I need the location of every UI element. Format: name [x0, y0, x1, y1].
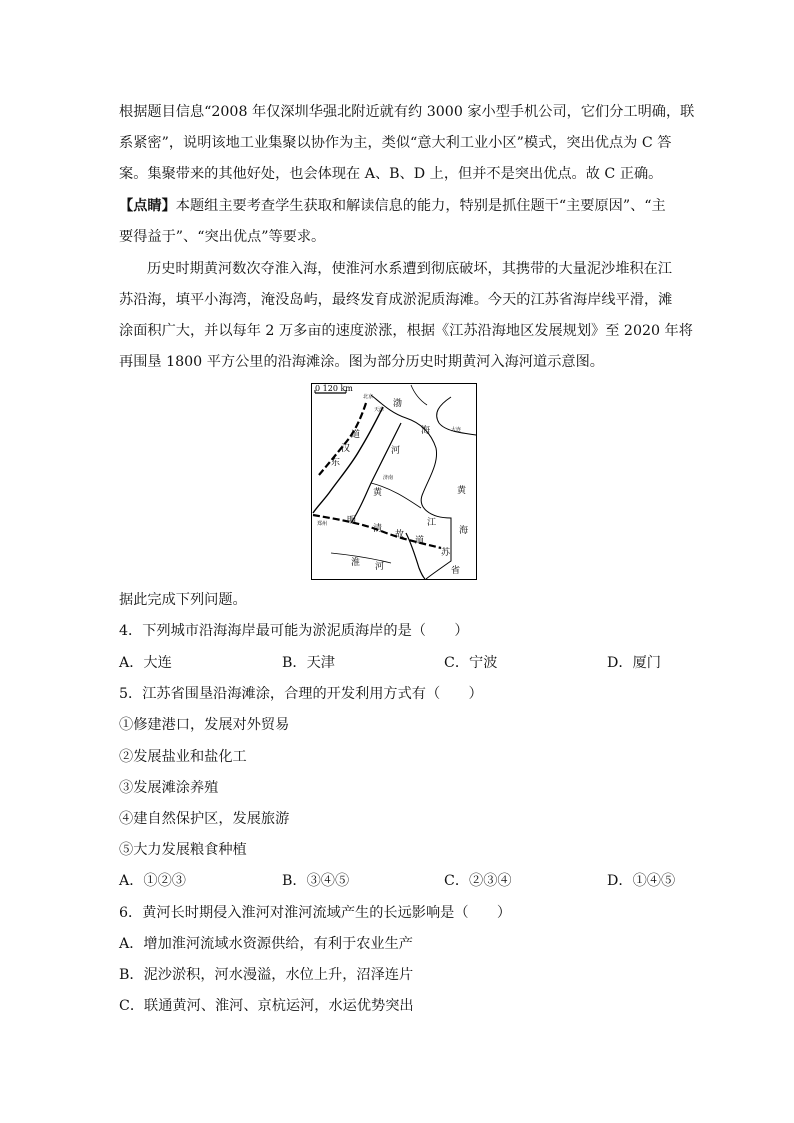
yellow-river-map [311, 383, 477, 580]
question-4-stem: 4．下列城市沿海海岸最可能为淤泥质海岸的是（ ） [119, 623, 469, 639]
analysis-line-2: 系紧密”，说明该地工业集聚以协作为主，类似“意大利工业小区”模式，突出优点为 C 答 [119, 135, 672, 151]
question-5-stem: 5．江苏省围垦沿海滩涂，合理的开发利用方式有（ ） [119, 686, 483, 702]
q4-option-a: A．大连 [119, 655, 172, 671]
label-han: 汉 [341, 444, 351, 454]
passage-line-3: 涂面积广大，并以每年 2 万多亩的速度淤涨，根据《江苏沿海地区发展规划》至 2020 年将 [119, 323, 693, 339]
comment-text: 本题组主要考查学生获取和解读信息的能力，特别是抓住题干“主要原因”、“主 [175, 198, 666, 214]
label-tianjin: 天津 [374, 407, 385, 413]
analysis-line-1: 根据题目信息“2008 年仅深圳华强北附近就有约 3000 家小型手机公司，它们分工明确，联 [119, 104, 695, 120]
q4-option-c: C．宁波 [444, 655, 498, 671]
label-huang-2: 黄 [457, 486, 467, 496]
q4-option-d: D．厦门 [607, 655, 661, 671]
label-sheng: 省 [451, 566, 461, 576]
q5-option-a: A．①②③ [119, 873, 186, 889]
comment-tag: 【点睛】 [119, 198, 176, 214]
passage-line-1: 历史时期黄河数次夺淮入海，使淮河水系遭到彻底破坏，其携带的大量泥沙堆积在江 [147, 261, 672, 277]
label-huang-1: 黄 [373, 488, 383, 498]
q5-item-5: ⑤大力发展粮食种植 [119, 842, 247, 858]
label-qing: 清 [373, 524, 383, 534]
label-zhengzhou: 郑州 [317, 521, 328, 527]
passage-line-4: 再围垦 1800 平方公里的沿海滩涂。图为部分历史时期黄河入海河道示意图。 [119, 354, 604, 370]
q6-option-a: A．增加淮河流域水资源供给，有利于农业生产 [119, 936, 413, 952]
label-dao-2: 道 [415, 536, 425, 546]
label-huai: 淮 [351, 558, 361, 568]
label-jinan: 济南 [383, 475, 394, 481]
label-beijing: 北京 [363, 394, 374, 400]
label-dalian: 大连 [451, 427, 462, 433]
q4-option-b: B．天津 [282, 655, 335, 671]
comment-line-2: 要得益于”、“突出优点”等要求。 [119, 229, 326, 245]
label-bo: 渤 [393, 399, 403, 409]
analysis-line-3: 案。集聚带来的其他好处，也会体现在 A、B、D 上，但并不是突出优点。故 C 正确。 [119, 166, 663, 182]
q5-item-1: ①修建港口，发展对外贸易 [119, 717, 290, 733]
label-jiang: 江 [427, 518, 437, 528]
q6-option-c: C．联通黄河、淮河、京杭运河，水运优势突出 [119, 998, 414, 1014]
q5-item-3: ③发展滩涂养殖 [119, 780, 219, 796]
q6-option-b: B．泥沙淤积，河水漫溢，水位上升，沼泽连片 [119, 967, 414, 983]
instruction: 据此完成下列问题。 [119, 592, 247, 608]
label-dong: 东 [331, 458, 341, 468]
label-gu: 故 [395, 530, 405, 540]
question-6-stem: 6．黄河长时期侵入淮河对淮河流域产生的长远影响是（ ） [119, 905, 512, 921]
q5-option-b: B．③④⑤ [282, 873, 350, 889]
label-dao-1: 道 [351, 430, 361, 440]
q5-item-4: ④建自然保护区，发展旅游 [119, 811, 290, 827]
label-he-1: 河 [391, 446, 401, 456]
label-su: 苏 [441, 548, 451, 558]
label-hai-2: 海 [459, 526, 469, 536]
label-hai-1: 海 [421, 426, 431, 436]
q5-option-c: C．②③④ [444, 873, 512, 889]
q5-option-d: D．①④⑤ [607, 873, 676, 889]
label-ming: 明 [347, 516, 357, 526]
q5-item-2: ②发展盐业和盐化工 [119, 749, 247, 765]
scale-label: 0 120 km [315, 384, 353, 393]
comment-line-1 [119, 196, 666, 216]
label-he-2: 河 [375, 562, 385, 572]
passage-line-2: 苏沿海，填平小海湾，淹没岛屿，最终发育成淤泥质海滩。今天的江苏省海岸线平滑，滩 [119, 292, 673, 308]
